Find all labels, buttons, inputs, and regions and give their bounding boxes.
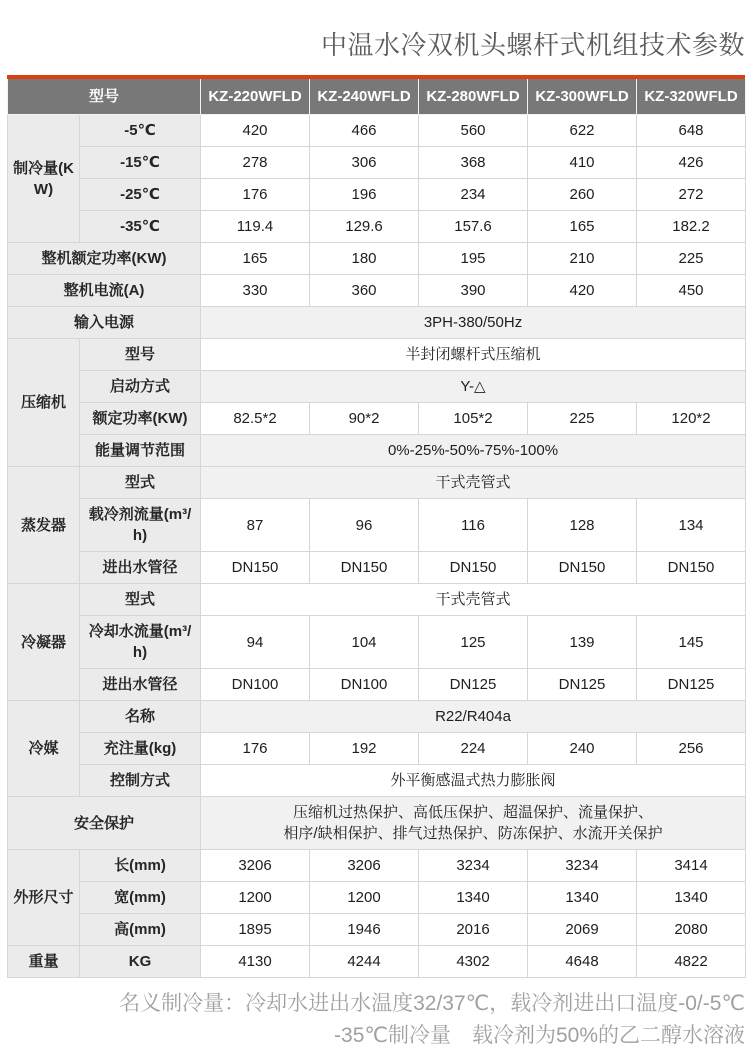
value-cell: 180 xyxy=(310,243,419,275)
row-evaporator-pipe xyxy=(8,552,746,584)
row-cooling-minus15 xyxy=(8,147,746,179)
value-cell: 104 xyxy=(310,616,419,669)
value-cell: 176 xyxy=(201,179,310,211)
value-cell: 139 xyxy=(528,616,637,669)
header-row xyxy=(8,79,746,115)
value-cell: 195 xyxy=(419,243,528,275)
header-model-kz220: KZ-220WFLD xyxy=(201,79,310,115)
row-label: 高(mm) xyxy=(80,914,201,946)
row-refrigerant-name xyxy=(8,701,746,733)
value-cell: 360 xyxy=(310,275,419,307)
value-cell: 1340 xyxy=(419,882,528,914)
row-cooling-minus35 xyxy=(8,211,746,243)
merged-value-cell: 干式壳管式 xyxy=(201,467,746,499)
value-cell: 260 xyxy=(528,179,637,211)
row-compressor-rated-power xyxy=(8,403,746,435)
merged-value-cell-safety xyxy=(201,797,746,850)
row-evaporator-type xyxy=(8,467,746,499)
value-cell: 82.5*2 xyxy=(201,403,310,435)
value-cell: 87 xyxy=(201,499,310,552)
group-label-cooling-capacity: 制冷量(KW) xyxy=(8,115,80,243)
value-cell: 3234 xyxy=(528,850,637,882)
value-cell: 165 xyxy=(201,243,310,275)
group-label-condenser: 冷凝器 xyxy=(8,584,80,701)
value-cell: 1895 xyxy=(201,914,310,946)
merged-value-cell: 干式壳管式 xyxy=(201,584,746,616)
footnote-line2: -35℃制冷量 载冷剂为50%的乙二醇水溶液 xyxy=(334,1023,745,1047)
value-cell: 420 xyxy=(201,115,310,147)
value-cell: 240 xyxy=(528,733,637,765)
value-cell: 306 xyxy=(310,147,419,179)
value-cell: 225 xyxy=(637,243,746,275)
row-compressor-model xyxy=(8,339,746,371)
row-label: 宽(mm) xyxy=(80,882,201,914)
row-label: 型式 xyxy=(80,467,201,499)
row-label-weight-unit: KG xyxy=(80,946,201,978)
row-label: 充注量(kg) xyxy=(80,733,201,765)
value-cell: 3206 xyxy=(201,850,310,882)
row-condenser-flow xyxy=(8,616,746,669)
value-cell: 4648 xyxy=(528,946,637,978)
row-label: 冷却水流量(m³/h) xyxy=(80,616,201,669)
merged-value-cell: R22/R404a xyxy=(201,701,746,733)
value-cell: 450 xyxy=(637,275,746,307)
value-cell: 157.6 xyxy=(419,211,528,243)
header-model-kz280: KZ-280WFLD xyxy=(419,79,528,115)
spec-sheet-page xyxy=(0,25,751,1051)
header-model-col-label: 型号 xyxy=(8,79,201,115)
value-cell: 90*2 xyxy=(310,403,419,435)
row-dimension-length xyxy=(8,850,746,882)
value-cell: 125 xyxy=(419,616,528,669)
value-cell: 1946 xyxy=(310,914,419,946)
value-cell: DN150 xyxy=(419,552,528,584)
row-refrigerant-charge xyxy=(8,733,746,765)
safety-line2: 相序/缺相保护、排气过热保护、防冻保护、水流开关保护 xyxy=(283,825,663,842)
value-cell: 196 xyxy=(310,179,419,211)
value-cell: 622 xyxy=(528,115,637,147)
value-cell: 182.2 xyxy=(637,211,746,243)
footnote-line1: 名义制冷量：冷却水进出水温度32/37℃，载冷剂进出口温度-0/-5℃ xyxy=(119,992,745,1015)
row-label: 载冷剂流量(m³/h) xyxy=(80,499,201,552)
value-cell: DN150 xyxy=(528,552,637,584)
value-cell: DN100 xyxy=(310,669,419,701)
row-label: 进出水管径 xyxy=(80,552,201,584)
value-cell: 145 xyxy=(637,616,746,669)
value-cell: 1200 xyxy=(201,882,310,914)
header-model-kz300: KZ-300WFLD xyxy=(528,79,637,115)
row-weight xyxy=(8,946,746,978)
spec-table xyxy=(7,79,746,978)
row-refrigerant-control xyxy=(8,765,746,797)
value-cell: 368 xyxy=(419,147,528,179)
row-compressor-capacity-control xyxy=(8,435,746,467)
value-cell: 96 xyxy=(310,499,419,552)
value-cell: 330 xyxy=(201,275,310,307)
row-label-rated-power: 整机额定功率(KW) xyxy=(8,243,201,275)
value-cell: 272 xyxy=(637,179,746,211)
value-cell: 176 xyxy=(201,733,310,765)
row-condenser-pipe xyxy=(8,669,746,701)
value-cell: 1340 xyxy=(528,882,637,914)
merged-value-cell: 半封闭螺杆式压缩机 xyxy=(201,339,746,371)
merged-value-cell: Y-△ xyxy=(201,371,746,403)
group-label-evaporator: 蒸发器 xyxy=(8,467,80,584)
value-cell: 134 xyxy=(637,499,746,552)
value-cell: 234 xyxy=(419,179,528,211)
value-cell: 466 xyxy=(310,115,419,147)
value-cell: 129.6 xyxy=(310,211,419,243)
row-compressor-start-mode xyxy=(8,371,746,403)
value-cell: DN100 xyxy=(201,669,310,701)
footnote xyxy=(0,988,745,1051)
value-cell: 165 xyxy=(528,211,637,243)
group-label-weight: 重量 xyxy=(8,946,80,978)
value-cell: 278 xyxy=(201,147,310,179)
value-cell: DN150 xyxy=(310,552,419,584)
value-cell: 560 xyxy=(419,115,528,147)
group-label-compressor: 压缩机 xyxy=(8,339,80,467)
value-cell: 2069 xyxy=(528,914,637,946)
value-cell: 224 xyxy=(419,733,528,765)
value-cell: 2080 xyxy=(637,914,746,946)
row-evaporator-flow xyxy=(8,499,746,552)
value-cell: 4244 xyxy=(310,946,419,978)
value-cell: 128 xyxy=(528,499,637,552)
row-label: 控制方式 xyxy=(80,765,201,797)
value-cell: 3414 xyxy=(637,850,746,882)
row-label: 启动方式 xyxy=(80,371,201,403)
row-label: 名称 xyxy=(80,701,201,733)
value-cell: 410 xyxy=(528,147,637,179)
page-title: 中温水冷双机头螺杆式机组技术参数 xyxy=(320,30,745,60)
value-cell: 105*2 xyxy=(419,403,528,435)
row-label-input-power: 输入电源 xyxy=(8,307,201,339)
value-cell: DN125 xyxy=(419,669,528,701)
value-cell: DN125 xyxy=(528,669,637,701)
row-unit-current xyxy=(8,275,746,307)
group-label-refrigerant: 冷媒 xyxy=(8,701,80,797)
value-cell: 390 xyxy=(419,275,528,307)
value-cell: 192 xyxy=(310,733,419,765)
value-cell: 116 xyxy=(419,499,528,552)
header-model-kz320: KZ-320WFLD xyxy=(637,79,746,115)
row-label: 型式 xyxy=(80,584,201,616)
value-cell: DN150 xyxy=(637,552,746,584)
value-cell: DN125 xyxy=(637,669,746,701)
row-label: 额定功率(KW) xyxy=(80,403,201,435)
row-input-power xyxy=(8,307,746,339)
row-rated-power xyxy=(8,243,746,275)
value-cell: 94 xyxy=(201,616,310,669)
safety-line1: 压缩机过热保护、高低压保护、超温保护、流量保护、 xyxy=(293,804,654,821)
row-label: 型号 xyxy=(80,339,201,371)
row-label-safety: 安全保护 xyxy=(8,797,201,850)
value-cell: 1340 xyxy=(637,882,746,914)
group-label-dimensions: 外形尺寸 xyxy=(8,850,80,946)
merged-value-cell: 0%-25%-50%-75%-100% xyxy=(201,435,746,467)
value-cell: 256 xyxy=(637,733,746,765)
value-cell: 210 xyxy=(528,243,637,275)
value-cell: 3206 xyxy=(310,850,419,882)
value-cell: 3234 xyxy=(419,850,528,882)
value-cell: 2016 xyxy=(419,914,528,946)
merged-value-cell: 3PH-380/50Hz xyxy=(201,307,746,339)
value-cell: DN150 xyxy=(201,552,310,584)
row-condenser-type xyxy=(8,584,746,616)
value-cell: 4130 xyxy=(201,946,310,978)
row-label-unit-current: 整机电流(A) xyxy=(8,275,201,307)
row-label: 进出水管径 xyxy=(80,669,201,701)
row-cooling-minus25 xyxy=(8,179,746,211)
merged-value-cell: 外平衡感温式热力膨胀阀 xyxy=(201,765,746,797)
row-cooling-minus5 xyxy=(8,115,746,147)
row-label: -25℃ xyxy=(80,179,201,211)
header-model-kz240: KZ-240WFLD xyxy=(310,79,419,115)
value-cell: 426 xyxy=(637,147,746,179)
value-cell: 420 xyxy=(528,275,637,307)
value-cell: 4822 xyxy=(637,946,746,978)
value-cell: 120*2 xyxy=(637,403,746,435)
row-label: 能量调节范围 xyxy=(80,435,201,467)
row-safety-protection xyxy=(8,797,746,850)
value-cell: 119.4 xyxy=(201,211,310,243)
row-label: 长(mm) xyxy=(80,850,201,882)
value-cell: 225 xyxy=(528,403,637,435)
row-label: -15℃ xyxy=(80,147,201,179)
row-dimension-height xyxy=(8,914,746,946)
value-cell: 1200 xyxy=(310,882,419,914)
value-cell: 648 xyxy=(637,115,746,147)
value-cell: 4302 xyxy=(419,946,528,978)
row-dimension-width xyxy=(8,882,746,914)
row-label: -35℃ xyxy=(80,211,201,243)
row-label: -5℃ xyxy=(80,115,201,147)
